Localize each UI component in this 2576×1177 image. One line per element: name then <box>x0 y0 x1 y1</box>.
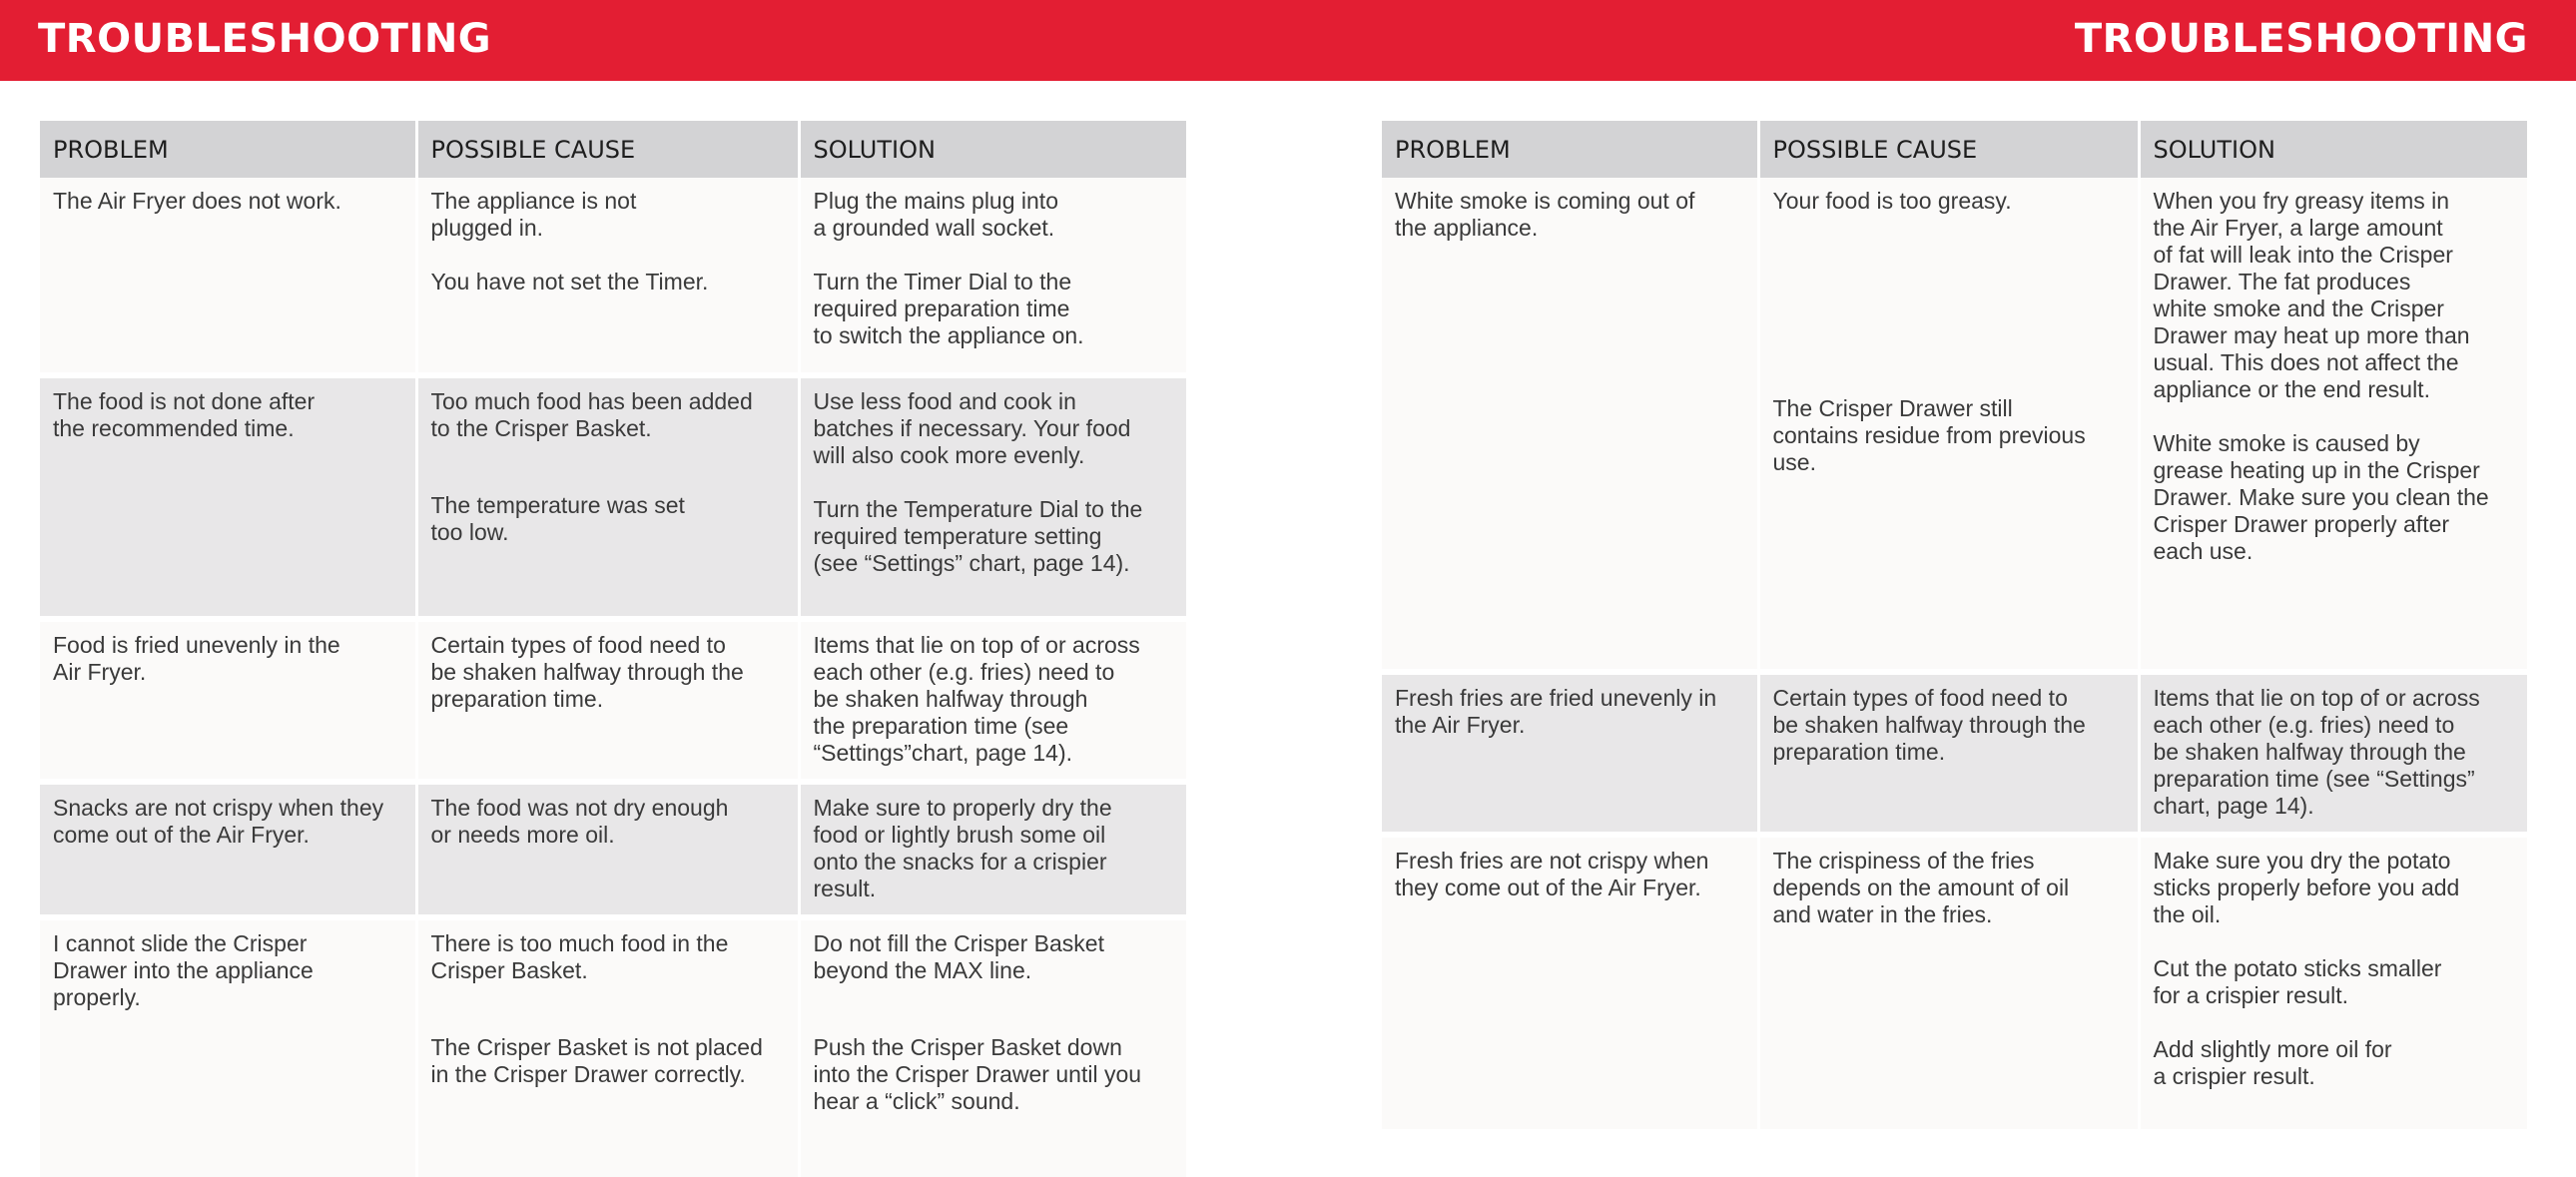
causes-text-line: Your food is too greasy. <box>1772 188 2012 214</box>
solutions-text-line: preparation time (see “Settings” <box>2153 766 2475 792</box>
solutions-text-line: will also cook more evenly. <box>813 442 1085 468</box>
column-header-problem: PROBLEM <box>40 121 416 178</box>
solutions-text-line: sticks properly before you add <box>2153 875 2460 900</box>
problem-paragraph <box>1395 848 1744 901</box>
solutions-text-line: be shaken halfway through the <box>2153 739 2466 765</box>
solutions-text-line: hear a “click” sound. <box>813 1088 1020 1114</box>
solutions-text-line: chart, page 14). <box>2153 793 2314 819</box>
problem-cell <box>1382 672 1758 835</box>
table-row <box>1382 672 2527 835</box>
solutions-paragraph <box>814 795 1174 902</box>
cause-cell <box>416 782 799 917</box>
problem-paragraph <box>53 930 402 1011</box>
table-row <box>1382 178 2527 672</box>
solution-cell <box>799 178 1186 375</box>
cause-cell <box>1758 672 2139 835</box>
solutions-text-line: Drawer. The fat produces <box>2153 269 2411 294</box>
solutions-text-line: required preparation time <box>813 295 1070 321</box>
causes-text-line: depends on the amount of oil <box>1772 875 2070 900</box>
column-header-solution: SOLUTION <box>2139 121 2527 178</box>
causes-paragraph <box>431 795 785 849</box>
solutions-text-line: usual. This does not affect the <box>2153 349 2459 375</box>
causes-text-line: The crispiness of the fries <box>1772 848 2035 874</box>
problem-cell <box>40 917 416 1177</box>
cause-cell <box>416 917 799 1177</box>
page-title-left: TROUBLESHOOTING <box>38 16 492 62</box>
causes-text-line: The appliance is not <box>430 188 637 214</box>
solutions-text-line: grease heating up in the Crisper <box>2153 457 2480 483</box>
problem-cell <box>40 782 416 917</box>
causes-text-line: Too much food has been added <box>430 388 753 414</box>
causes-text-line: Certain types of food need to <box>1772 685 2068 711</box>
problem-text-line: Snacks are not crispy when they <box>53 795 384 821</box>
solutions-text-line: to switch the appliance on. <box>813 322 1084 348</box>
solutions-text-line: appliance or the end result. <box>2153 376 2430 402</box>
problem-text-line: White smoke is coming out of <box>1395 188 1695 214</box>
solutions-text-line: each other (e.g. fries) need to <box>2153 712 2455 738</box>
solutions-text-line: required temperature setting <box>813 523 1102 549</box>
solutions-text-line: Plug the mains plug into <box>813 188 1058 214</box>
problem-paragraph <box>53 188 402 215</box>
solutions-text-line: batches if necessary. Your food <box>813 415 1131 441</box>
solution-cell <box>799 782 1186 917</box>
problem-cell <box>40 619 416 782</box>
table-header-row <box>1382 121 2527 178</box>
causes-paragraph <box>1773 188 2125 215</box>
causes-text-line: Crisper Basket. <box>430 957 588 983</box>
solutions-text-line: Use less food and cook in <box>813 388 1076 414</box>
solutions-paragraph <box>2154 1036 2515 1090</box>
solutions-paragraph <box>814 188 1174 242</box>
causes-text-line: The Crisper Drawer still <box>1772 395 2013 421</box>
solutions-paragraph <box>2154 188 2515 403</box>
solutions-text-line: for a crispier result. <box>2153 982 2349 1008</box>
problem-text-line: Fresh fries are not crispy when <box>1395 848 1709 874</box>
solutions-paragraph <box>814 1034 1174 1115</box>
solutions-text-line: Make sure you dry the potato <box>2153 848 2451 874</box>
causes-paragraph <box>1773 848 2125 928</box>
problem-text-line: Food is fried unevenly in the <box>53 632 340 658</box>
solutions-text-line: result. <box>813 876 877 901</box>
solutions-paragraph <box>2154 430 2515 565</box>
column-header-cause: POSSIBLE CAUSE <box>1758 121 2139 178</box>
troubleshooting-table-right <box>1382 121 2527 1129</box>
solution-cell <box>2139 178 2527 672</box>
problem-cell <box>1382 178 1758 672</box>
solutions-text-line: Turn the Timer Dial to the <box>813 269 1072 294</box>
problem-text-line: they come out of the Air Fryer. <box>1395 875 1701 900</box>
problem-text-line: the Air Fryer. <box>1395 712 1526 738</box>
causes-text-line: and water in the fries. <box>1772 901 1993 927</box>
causes-text-line: too low. <box>430 519 509 545</box>
problem-text-line: Air Fryer. <box>53 659 147 685</box>
solutions-text-line: white smoke and the Crisper <box>2153 295 2444 321</box>
solutions-text-line: the Air Fryer, a large amount <box>2153 215 2443 241</box>
causes-paragraph <box>431 269 785 295</box>
solutions-text-line: Add slightly more oil for <box>2153 1036 2392 1062</box>
solutions-paragraph <box>814 930 1174 984</box>
causes-text-line: in the Crisper Drawer correctly. <box>430 1061 746 1087</box>
causes-paragraph <box>431 1034 785 1088</box>
solution-cell <box>2139 835 2527 1129</box>
column-header-solution: SOLUTION <box>799 121 1186 178</box>
solutions-text-line: into the Crisper Drawer until you <box>813 1061 1142 1087</box>
causes-text-line: to the Crisper Basket. <box>430 415 652 441</box>
table-row <box>40 375 1186 619</box>
causes-text-line: The Crisper Basket is not placed <box>430 1034 763 1060</box>
solutions-text-line: Cut the potato sticks smaller <box>2153 955 2442 981</box>
table-row <box>40 619 1186 782</box>
solutions-text-line: food or lightly brush some oil <box>813 822 1106 848</box>
solutions-text-line: of fat will leak into the Crisper <box>2153 242 2453 268</box>
cause-cell <box>1758 178 2139 672</box>
solutions-text-line: beyond the MAX line. <box>813 957 1032 983</box>
solutions-paragraph <box>814 496 1174 577</box>
solutions-text-line: White smoke is caused by <box>2153 430 2420 456</box>
solutions-text-line: Items that lie on top of or across <box>2153 685 2480 711</box>
troubleshooting-table-left <box>40 121 1186 1177</box>
problem-cell <box>40 178 416 375</box>
solutions-paragraph <box>2154 848 2515 928</box>
causes-text-line: preparation time. <box>430 686 604 712</box>
table-row <box>40 782 1186 917</box>
table-row <box>40 178 1186 375</box>
solutions-text-line: a grounded wall socket. <box>813 215 1055 241</box>
solutions-text-line: “Settings”chart, page 14). <box>813 740 1073 766</box>
solutions-paragraph <box>2154 685 2515 820</box>
causes-paragraph <box>431 388 785 442</box>
causes-paragraph <box>1773 395 2125 476</box>
solution-cell <box>2139 672 2527 835</box>
causes-text-line: be shaken halfway through the <box>1772 712 2086 738</box>
solutions-text-line: (see “Settings” chart, page 14). <box>813 550 1130 576</box>
solutions-paragraph <box>814 269 1174 349</box>
solutions-text-line: Crisper Drawer properly after <box>2153 511 2450 537</box>
causes-text-line: You have not set the Timer. <box>430 269 709 294</box>
causes-paragraph <box>431 930 785 984</box>
solutions-paragraph <box>814 632 1174 767</box>
page-title-right: TROUBLESHOOTING <box>2074 16 2528 62</box>
problem-text-line: Fresh fries are fried unevenly in <box>1395 685 1717 711</box>
problem-paragraph <box>53 632 402 686</box>
solutions-text-line: each other (e.g. fries) need to <box>813 659 1115 685</box>
cause-cell <box>1758 835 2139 1129</box>
solutions-text-line: be shaken halfway through <box>813 686 1088 712</box>
solution-cell <box>799 375 1186 619</box>
problem-text-line: the recommended time. <box>53 415 295 441</box>
causes-text-line: contains residue from previous <box>1772 422 2086 448</box>
solutions-text-line: Make sure to properly dry the <box>813 795 1112 821</box>
solutions-paragraph <box>2154 955 2515 1009</box>
problem-text-line: come out of the Air Fryer. <box>53 822 310 848</box>
problem-cell <box>40 375 416 619</box>
problem-text-line: The Air Fryer does not work. <box>53 188 341 214</box>
solution-cell <box>799 917 1186 1177</box>
solutions-text-line: Push the Crisper Basket down <box>813 1034 1122 1060</box>
solutions-text-line: each use. <box>2153 538 2254 564</box>
solution-cell <box>799 619 1186 782</box>
causes-paragraph <box>431 492 785 546</box>
solutions-text-line: a crispier result. <box>2153 1063 2315 1089</box>
problem-paragraph <box>1395 188 1744 242</box>
header-bar <box>0 0 2576 81</box>
problem-text-line: properly. <box>53 984 141 1010</box>
problem-paragraph <box>1395 685 1744 739</box>
cause-cell <box>416 375 799 619</box>
causes-paragraph <box>431 632 785 713</box>
cause-cell <box>416 619 799 782</box>
solutions-text-line: Items that lie on top of or across <box>813 632 1140 658</box>
solutions-text-line: onto the snacks for a crispier <box>813 849 1107 875</box>
causes-paragraph <box>431 188 785 242</box>
causes-text-line: Certain types of food need to <box>430 632 726 658</box>
table-row <box>40 917 1186 1177</box>
problem-paragraph <box>53 388 402 442</box>
problem-text-line: I cannot slide the Crisper <box>53 930 308 956</box>
causes-text-line: There is too much food in the <box>430 930 729 956</box>
solutions-text-line: Drawer may heat up more than <box>2153 322 2470 348</box>
causes-paragraph <box>1773 685 2125 766</box>
causes-text-line: use. <box>1772 449 1816 475</box>
causes-text-line: plugged in. <box>430 215 544 241</box>
problem-text-line: The food is not done after <box>53 388 316 414</box>
causes-text-line: or needs more oil. <box>430 822 615 848</box>
problem-text-line: Drawer into the appliance <box>53 957 314 983</box>
solutions-text-line: Do not fill the Crisper Basket <box>813 930 1104 956</box>
solutions-paragraph <box>814 388 1174 469</box>
causes-text-line: be shaken halfway through the <box>430 659 744 685</box>
problem-paragraph <box>53 795 402 849</box>
problem-text-line: the appliance. <box>1395 215 1539 241</box>
solutions-text-line: When you fry greasy items in <box>2153 188 2450 214</box>
table-header-row <box>40 121 1186 178</box>
column-header-problem: PROBLEM <box>1382 121 1758 178</box>
solutions-text-line: the preparation time (see <box>813 713 1069 739</box>
causes-text-line: The food was not dry enough <box>430 795 729 821</box>
cause-cell <box>416 178 799 375</box>
causes-text-line: The temperature was set <box>430 492 685 518</box>
causes-text-line: preparation time. <box>1772 739 1946 765</box>
solutions-text-line: Drawer. Make sure you clean the <box>2153 484 2489 510</box>
solutions-text-line: Turn the Temperature Dial to the <box>813 496 1143 522</box>
problem-cell <box>1382 835 1758 1129</box>
table-row <box>1382 835 2527 1129</box>
column-header-cause: POSSIBLE CAUSE <box>416 121 799 178</box>
solutions-text-line: the oil. <box>2153 901 2222 927</box>
